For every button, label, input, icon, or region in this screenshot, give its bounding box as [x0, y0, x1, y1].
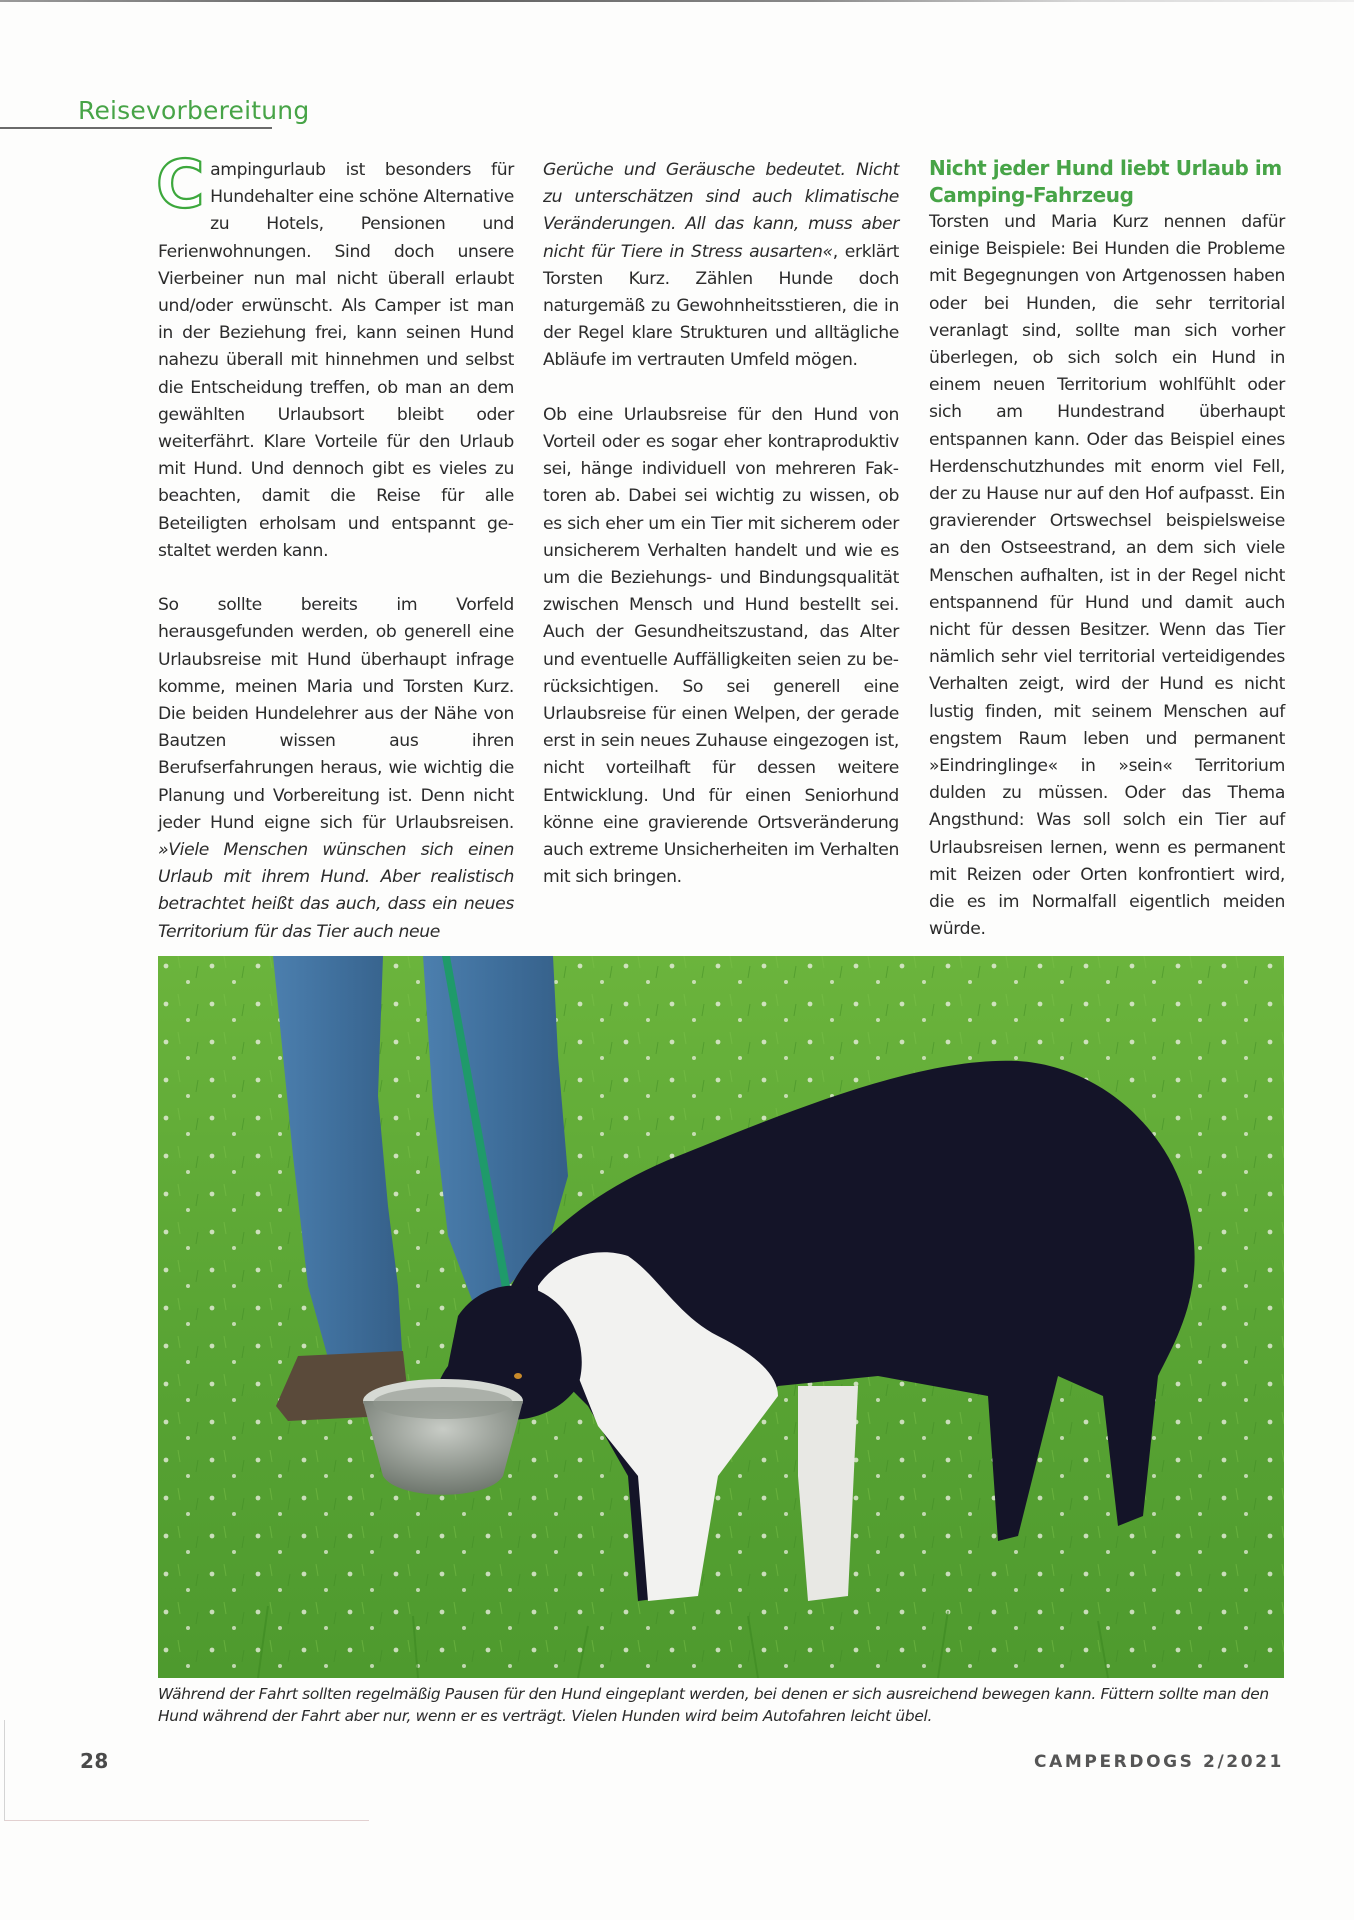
paragraph	[543, 157, 899, 375]
article-column-2	[543, 157, 899, 891]
paragraph	[158, 592, 514, 946]
quote-text: Gerüche und Geräusche bedeutet. Nicht zu unterschätzen sind auch klimatische Veränderungen. All das kann, muss aber nicht für Tiere in Stress ausarten«	[543, 160, 899, 262]
paragraph-text: ampingurlaub ist besonders für Hundehalter eine schöne Alternative zu Hotels, Pensionen und Ferienwohnungen. Sind doch unsere Vierbeiner nun mal nicht überall erlaubt und/oder erwünscht. Als Camper ist man in der Beziehung frei, kann seinen Hund nahezu überall mit hinnehmen und selbst die Entscheidung treffen, ob man an dem gewählten Urlaubsort bleibt oder weiterfährt. Klare Vorteile für den Urlaub mit Hund. Und dennoch gibt es vieles zu beachten, damit die Reise für alle Beteiligten erholsam und entspannt gestaltet werden kann.	[158, 160, 514, 561]
bowl-inner	[373, 1387, 513, 1419]
scan-artifact-box	[4, 1720, 369, 1821]
article-photo	[158, 956, 1284, 1678]
magazine-issue: CAMPERDOGS 2/2021	[1034, 1752, 1284, 1772]
section-rule	[0, 127, 272, 129]
paragraph: Ob eine Urlaubsreise für den Hund von Vorteil oder es sogar eher kontraproduktiv sei, hänge individuell von mehreren Faktoren ab. Dabei sei wichtig zu wissen, ob es sich eher um ein Tier mit sicherem oder unsicherem Verhalten handelt und wie es um die Beziehungs- und Bindungsqualität zwischen Mensch und Hund bestellt sei. Auch der Gesundheitszustand, das Alter und eventuelle Auffälligkeiten seien zu berücksichtigen. So sei generell eine Urlaubsreise für einen Welpen, der gerade erst in sein neues Zuhause eingezogen ist, nicht vorteilhaft für dessen weitere Entwicklung. Und für einen Seniorhund könne eine gravierende Ortsveränderung auch extreme Unsicherheiten im Verhalten mit sich bringen.	[543, 404, 899, 888]
article-column-1	[156, 146, 514, 946]
dog-eye	[514, 1373, 522, 1379]
page-number: 28	[80, 1749, 109, 1773]
paragraph-text: So sollte bereits im Vorfeld herausgefunden werden, ob generell eine Urlaubsreise mit Hund überhaupt infrage komme, meinen Maria und Torsten Kurz. Die beiden Hundelehrer aus der Nähe von Bautzen wissen aus ihren Berufserfahrungen heraus, wie wichtig die Planung und Vorbereitung ist. Denn nicht jeder Hund eigne sich für Urlaubsreisen.	[158, 595, 514, 833]
quote-text: »Viele Menschen wünschen sich einen Urlaub mit ihrem Hund. Aber realistisch betrachtet heißt das auch, dass ein neues Territorium für das Tier auch neue	[158, 840, 514, 942]
section-title: Reisevorbereitung	[78, 96, 310, 125]
subheading: Nicht jeder Hund liebt Urlaub im Camping-Fahrzeug	[929, 156, 1282, 207]
photo-caption: Während der Fahrt sollten regelmäßig Pausen für den Hund eingeplant werden, bei denen er sich ausreichend bewegen kann. Füttern sollte man den Hund während der Fahrt aber nur, wenn er es verträgt. Vielen Hunden wird beim Autofahren leicht übel.	[158, 1685, 1269, 1725]
paragraph-text: , erklärt Torsten Kurz. Zählen Hunde doch naturgemäß zu Gewohnheitsstieren, die in der Regel klare Strukturen und alltägliche Abläufe im vertrauten Umfeld mögen.	[543, 241, 900, 371]
article-column-3	[929, 155, 1285, 943]
paragraph: Torsten und Maria Kurz nennen dafür einige Beispiele: Bei Hunden die Probleme mit Begegnungen von Artgenossen haben oder bei Hunden, die sehr territorial veranlagt sind, sollte man sich vorher überlegen, ob sich solch ein Hund in einem neuen Territorium wohlfühlt oder sich am Hundestrand überhaupt entspannen kann. Oder das Beispiel eines Herdenschutzhundes mit enorm viel Fell, der zu Hause nur auf den Hof aufpasst. Ein gravierender Ortswechsel beispielsweise an den Ostseestrand, an dem sich viele Menschen aufhalten, ist in der Regel nicht entspannend für Hund und damit auch nicht für dessen Besitzer. Wenn das Tier nämlich sehr viel territorial verteidigendes Verhalten zeigt, wird der Hund es nicht lustig finden, mit seinem Menschen auf engstem Raum leben und permanent »Eindringlinge« in »sein« Territorium dulden zu müssen. Oder das Thema Angsthund: Was soll solch ein Tier auf Urlaubsreisen lernen, wenn es permanent mit Reizen oder Orten konfrontiert wird, die es im Normalfall eigentlich meiden würde.	[929, 212, 1285, 940]
drop-cap: C	[156, 146, 205, 223]
paragraph	[156, 146, 514, 565]
scan-top-edge	[0, 0, 1354, 2]
dog-drinking-illustration	[158, 956, 1284, 1678]
dog-white-leg	[798, 1386, 858, 1601]
